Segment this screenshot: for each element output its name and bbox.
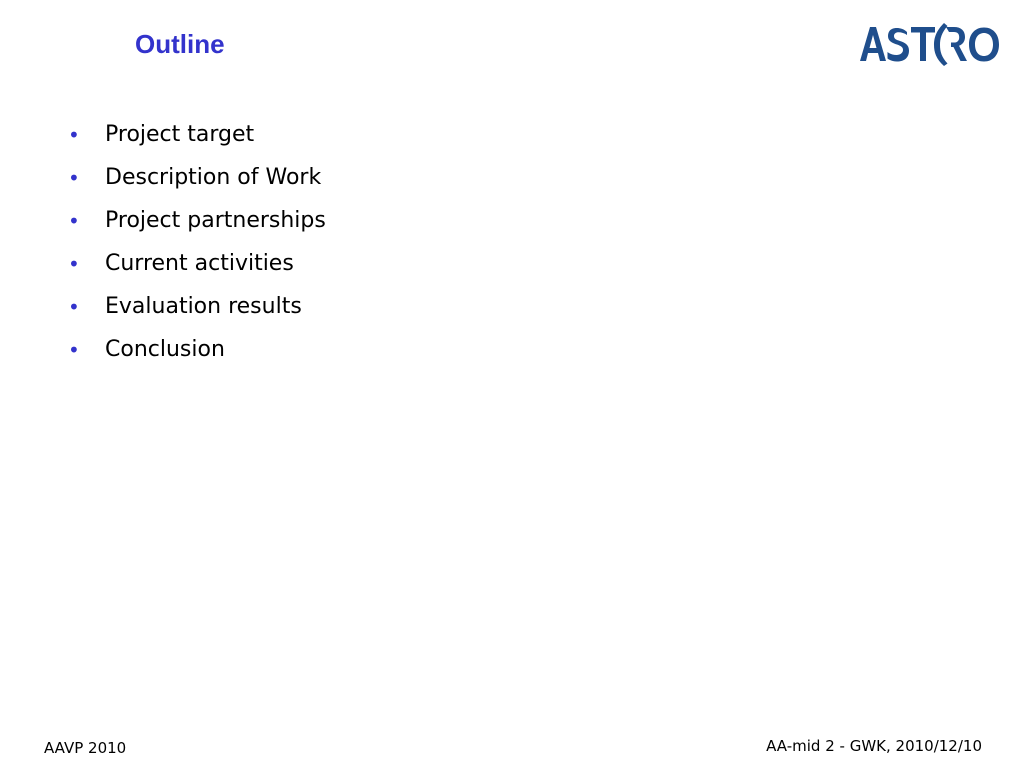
footer-left: AAVP 2010 (44, 739, 127, 757)
bullet-icon: • (68, 122, 80, 147)
list-item (66, 285, 326, 328)
slide-title: Outline (135, 29, 225, 59)
list-item-label: Project partnerships (105, 208, 326, 233)
astron-logo (858, 20, 1010, 66)
outline-list (66, 113, 326, 371)
list-item-label: Project target (105, 122, 255, 147)
footer-right: AA-mid 2 - GWK, 2010/12/10 (766, 737, 982, 755)
list-item-label: Description of Work (105, 165, 322, 190)
bullet-icon: • (68, 251, 80, 276)
bullet-icon: • (68, 165, 80, 190)
list-item (66, 328, 326, 371)
list-item (66, 113, 326, 156)
bullet-icon: • (68, 208, 80, 233)
bullet-icon: • (68, 294, 80, 319)
list-item-label: Evaluation results (105, 294, 302, 319)
list-item-label: Current activities (105, 251, 294, 276)
bullet-icon: • (68, 337, 80, 362)
list-item (66, 199, 326, 242)
list-item (66, 242, 326, 285)
list-item (66, 156, 326, 199)
list-item-label: Conclusion (105, 337, 225, 362)
